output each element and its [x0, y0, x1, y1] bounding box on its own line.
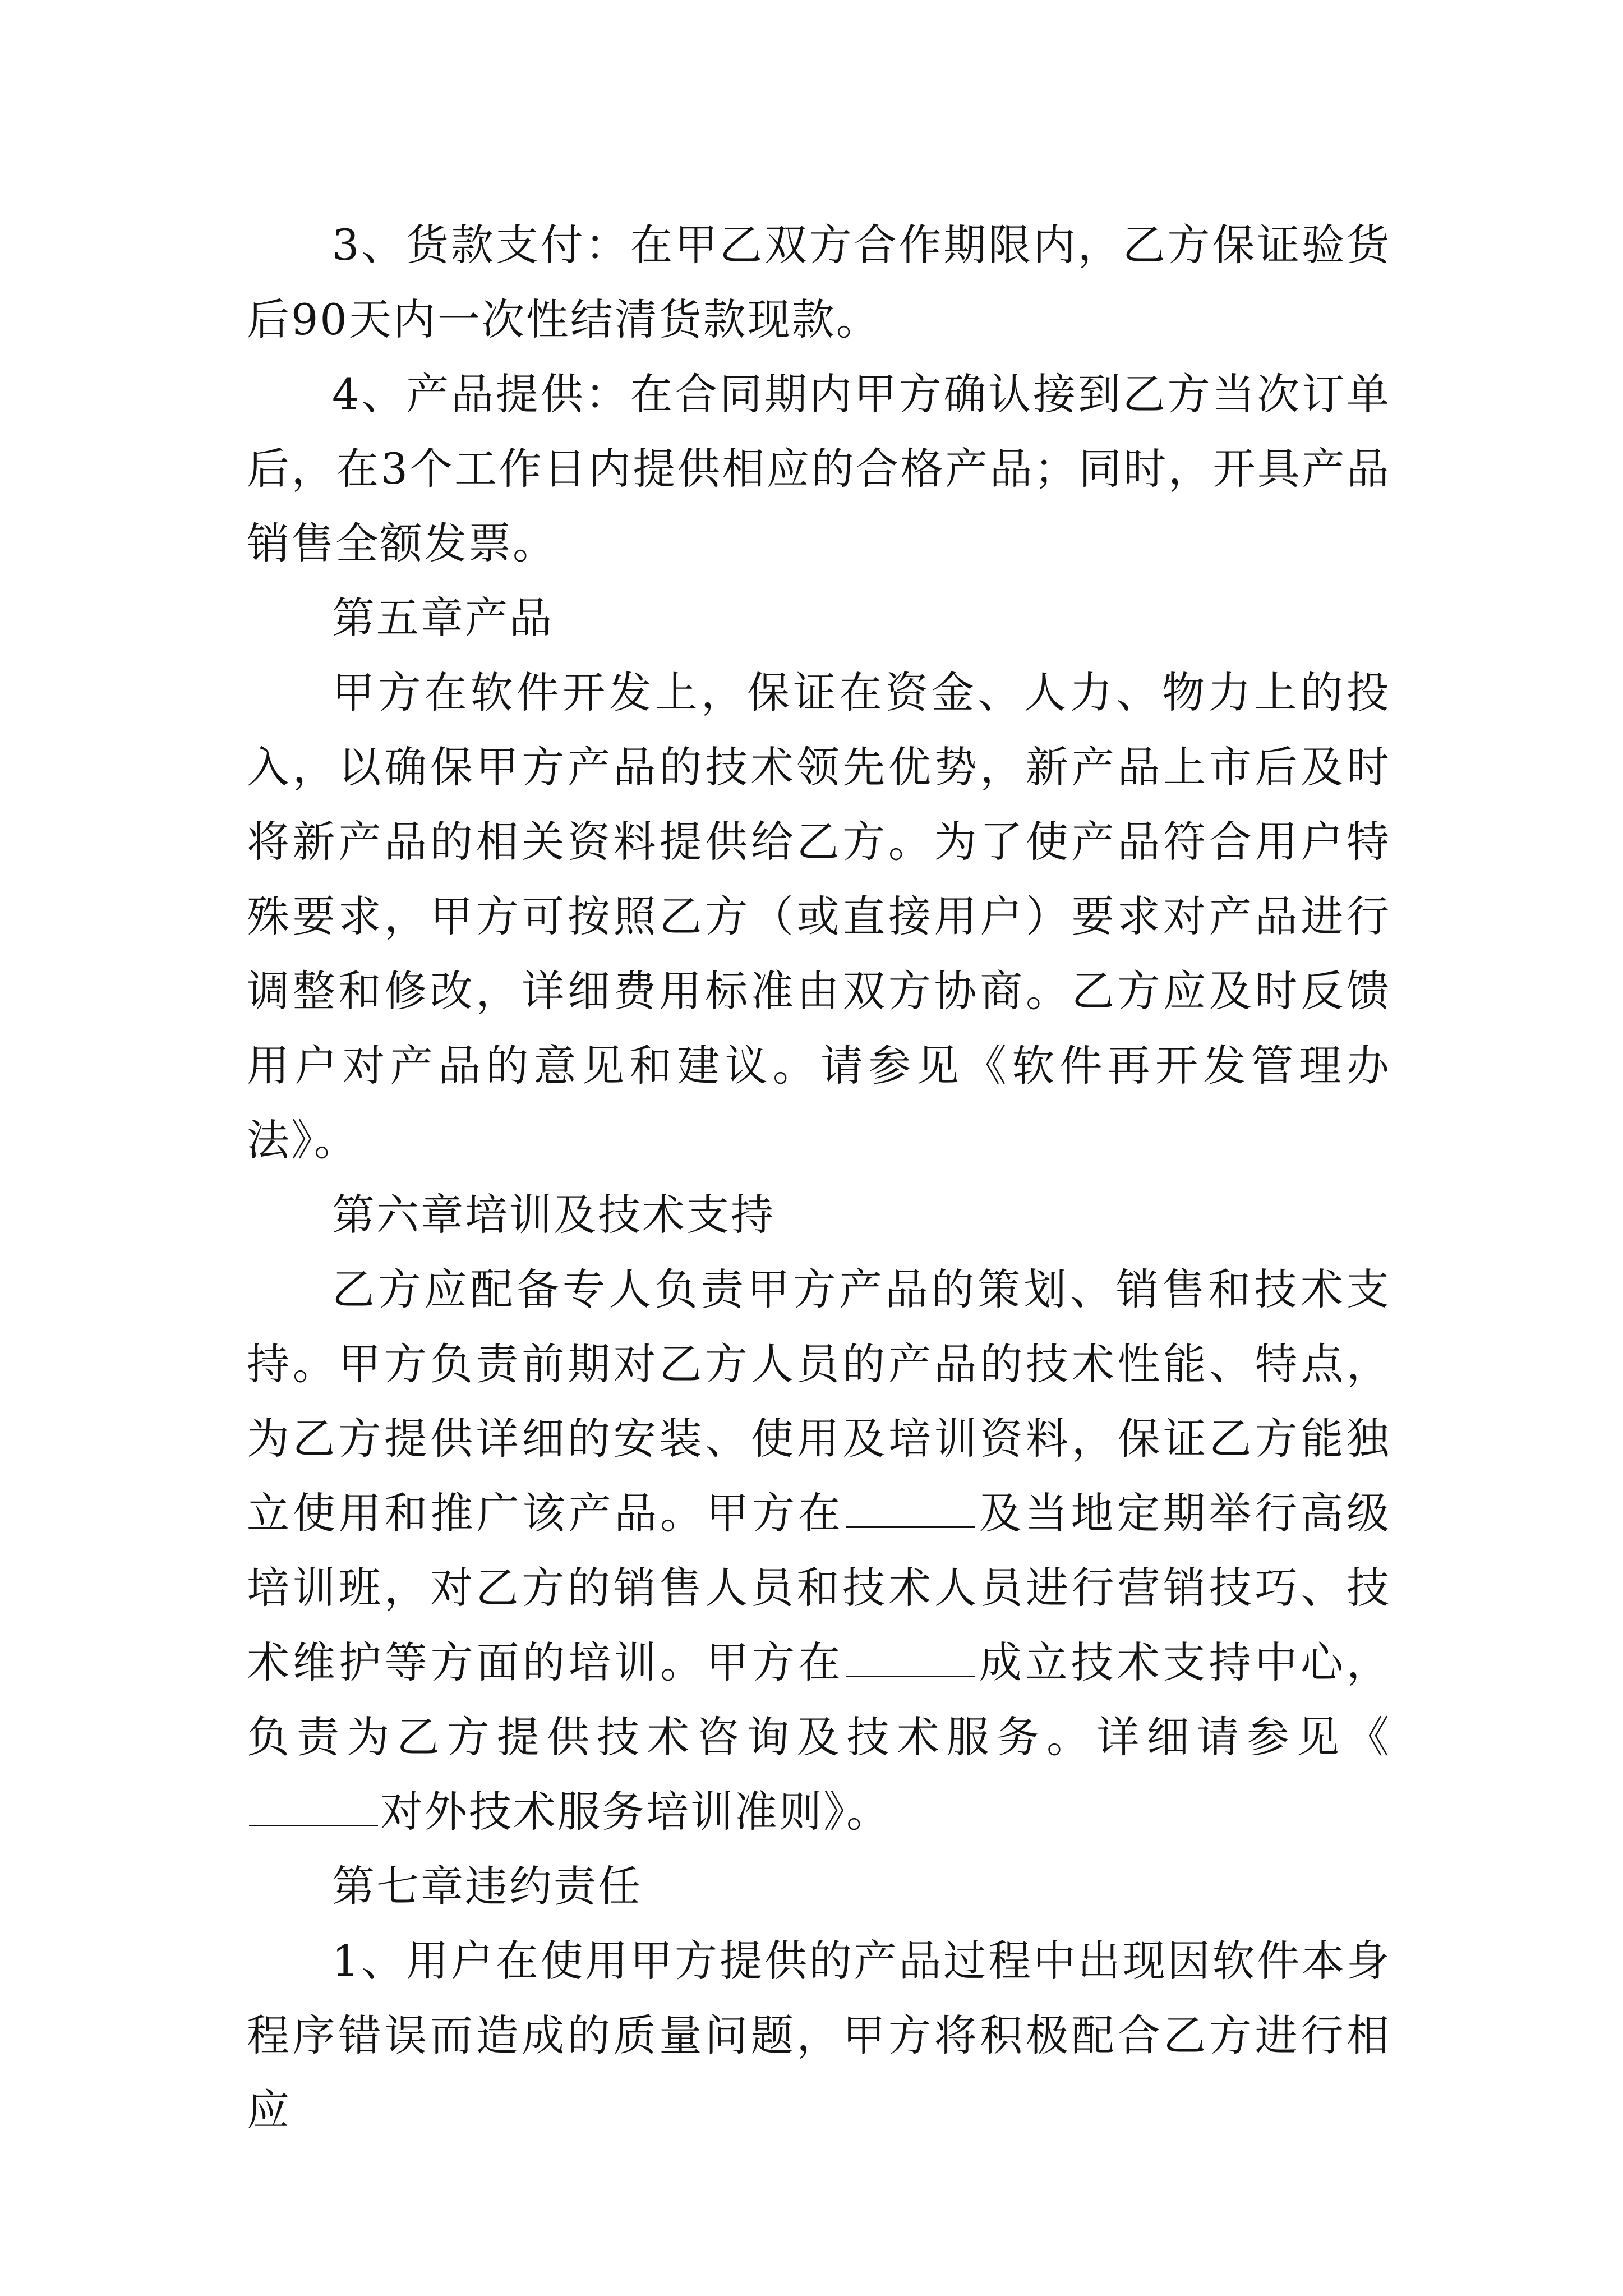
- chapter-6-segment: 成立技术支持中心，负责为乙方提供技术咨询及技术服务。详细请参见《: [247, 1637, 1391, 1762]
- blank-line: [249, 1791, 378, 1826]
- chapter-7-body: 1、用户在使用甲方提供的产品过程中出现因软件本身程序错误而造成的质量问题，甲方将积极配合乙方进行相应: [247, 1936, 1391, 2135]
- chapter-5-title: 第五章产品: [332, 593, 554, 643]
- clause-payment: 3、货款支付：在甲乙双方合作期限内，乙方保证验货后90天内一次性结清货款现款。: [247, 220, 1391, 344]
- blank-line: [846, 1493, 975, 1528]
- chapter-6-segment: 对外技术服务培训准则》。: [380, 1787, 891, 1837]
- clause-product-supply: 4、产品提供：在合同期内甲方确认接到乙方当次订单后，在3个工作日内提供相应的合格产品；同时，开具产品销售全额发票。: [247, 369, 1391, 568]
- document-body: [247, 208, 1391, 2147]
- chapter-6-title: 第六章培训及技术支持: [332, 1190, 775, 1240]
- chapter-6-segment: 及当地定期举行高级培训班，对乙方的销售人员和技术人员进行营销技巧、技术维护等方面的培训。甲方在: [247, 1488, 1391, 1687]
- chapter-6-body: [247, 1252, 1391, 1849]
- chapter-7-title: 第七章违约责任: [332, 1861, 642, 1911]
- chapter-5-body: 甲方在软件开发上，保证在资金、人力、物力上的投入，以确保甲方产品的技术领先优势，新产品上市后及时将新产品的相关资料提供给乙方。为了使产品符合用户特殊要求，甲方可按照乙方（或直接用户）要求对产品进行调整和修改，详细费用标准由双方协商。乙方应及时反馈用户对产品的意见和建议。请参见《软件再开发管理办法》。: [247, 668, 1391, 1165]
- chapter-6-segment: 乙方应配备专人负责甲方产品的策划、销售和技术支持。甲方负责前期对乙方人员的产品的技术性能、特点，为乙方提供详细的安装、使用及培训资料，保证乙方能独立使用和推广该产品。甲方在: [247, 1264, 1391, 1538]
- blank-line: [846, 1642, 975, 1677]
